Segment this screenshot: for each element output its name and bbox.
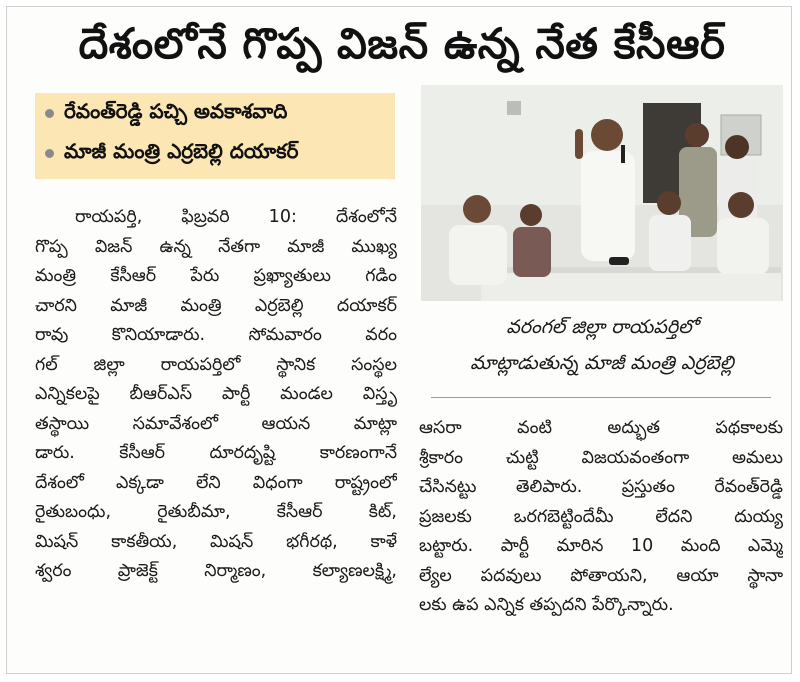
subheadline-2 [35, 133, 395, 173]
body-line: రైతుబంధు, రైతుబీమా, కేసీఆర్‌ కిట్‌, [35, 502, 397, 522]
event-photo-image [421, 85, 783, 301]
caption-divider [431, 397, 771, 398]
article-clipping [6, 6, 792, 674]
subheadline-1 [35, 93, 395, 133]
body-line: మిషన్‌ కాకతీయ, మిషన్‌ భగీరథ, కాళే [35, 531, 397, 552]
article-body-right-column [419, 414, 783, 621]
caption-line-1: వరంగల్‌ జిల్లా రాయపర్తిలో [506, 316, 698, 338]
body-line: ఆసరా వంటి అద్భుత పథకాలకు [419, 418, 783, 438]
event-photo [421, 85, 783, 301]
article-headline: దేశంలోనే గొప్ప విజన్‌ ఉన్న నేత కేసీఆర్‌ [78, 19, 726, 68]
body-line: చారని మాజీ మంత్రి ఎర్రబెల్లి దయాకర్‌ [35, 295, 397, 316]
article-body-left-column [35, 203, 397, 587]
body-line: గొప్ప విజన్‌ ఉన్న నేతగా మాజీ ముఖ్య [35, 236, 397, 257]
body-line: లకు ఉప ఎన్నిక తప్పదని పేర్కొన్నారు. [419, 595, 674, 615]
subheadline-2-text: మాజీ మంత్రి ఎర్రబెల్లి దయాకర్‌ [64, 138, 299, 163]
body-line: మంత్రి కేసీఆర్‌ పేరు ప్రఖ్యాతులు గడిం [35, 266, 397, 286]
body-line: రాయపర్తి, ఫిబ్రవరి 10: దేశంలోనే [75, 207, 397, 227]
subheadline-box [35, 93, 395, 179]
photo-caption [419, 309, 785, 389]
caption-line-2: మాట్లాడుతున్న మాజీ మంత్రి ఎర్రబెల్లి [470, 352, 734, 374]
body-line: ప్రజలకు ఒరగబెట్టిందేమీ లేదని దుయ్య [419, 506, 783, 527]
body-line: రావు కొనియాడారు. సోమవారం వరం [35, 325, 397, 345]
body-line: శ్రీకారం చుట్టి విజయవంతంగా అమలు [419, 447, 783, 468]
subheadline-1-text: రేవంత్‌రెడ్డి పచ్చి అవకాశవాది [64, 98, 288, 123]
body-line: డారు. కేసీఆర్‌ దూరదృష్టి కారణంగానే [35, 443, 397, 463]
body-line: ఎన్నికలపై బీఆర్‌ఎస్‌ పార్టీ మండల విస్తృ [35, 384, 397, 404]
bullet-icon [45, 149, 54, 158]
body-line: ల్యేల పదవులు పోతాయని, ఆయా స్థానా [419, 565, 783, 586]
body-line: తస్థాయి సమావేశంలో ఆయన మాట్లా [35, 413, 397, 434]
body-line: గల్‌ జిల్లా రాయపర్తిలో స్థానిక సంస్థల [35, 354, 397, 375]
bullet-icon [45, 109, 54, 118]
body-line: దేశంలో ఎక్కడా లేని విధంగా రాష్ట్రంలో [35, 472, 397, 493]
body-line: చేసినట్టు తెలిపారు. ప్రస్తుతం రేవంత్‌రెడ్డి [419, 477, 783, 497]
body-line: బట్టారు. పార్టీ మారిన 10 మంది ఎమ్మె [419, 536, 783, 556]
body-line: శ్వరం ప్రాజెక్ట్‌ నిర్మాణం, కల్యాణలక్ష్మి, [35, 561, 397, 581]
